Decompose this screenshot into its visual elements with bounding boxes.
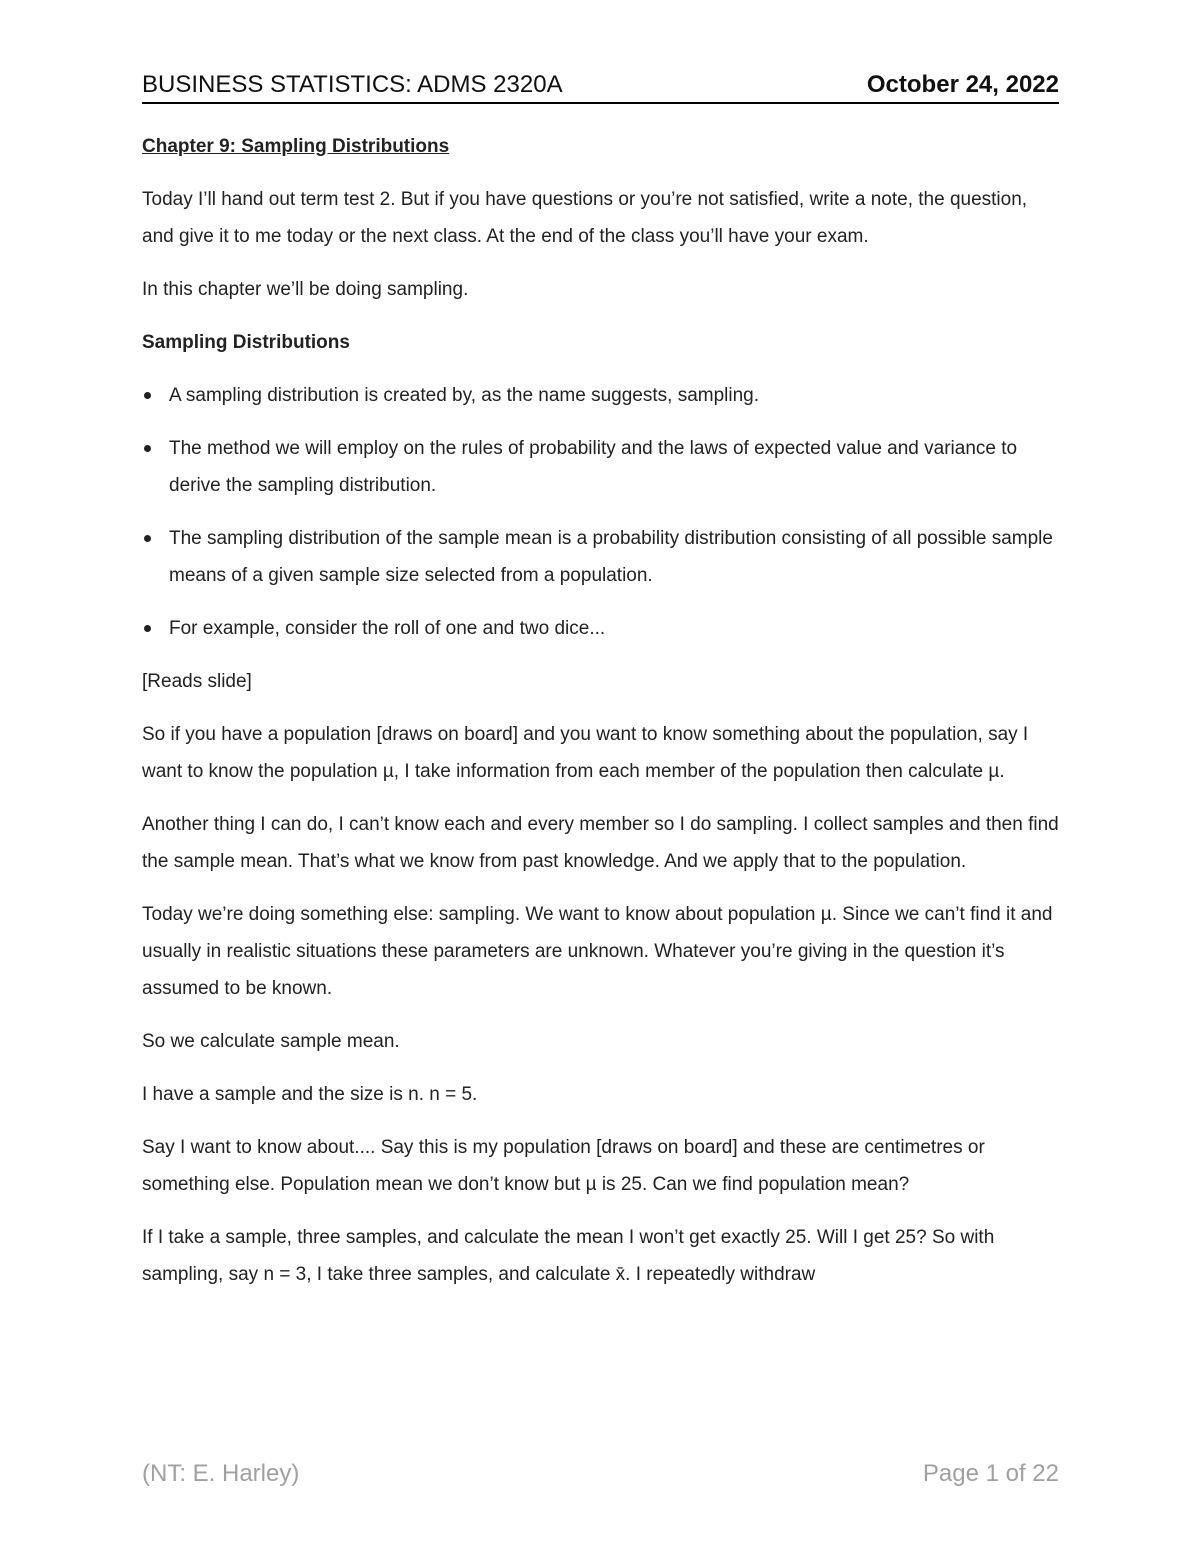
bullet-icon bbox=[144, 535, 151, 542]
bullet-icon bbox=[144, 392, 151, 399]
chapter-title: Chapter 9: Sampling Distributions bbox=[142, 136, 450, 157]
section-title: Sampling Distributions bbox=[142, 332, 350, 353]
body-paragraph: Say I want to know about.... Say this is my population [draws on board] and these are centimetres or something else. Population mean we don’t know but µ is 25. Can we find population mean? bbox=[142, 1137, 985, 1195]
intro-paragraph: In this chapter we’ll be doing sampling. bbox=[142, 279, 469, 300]
bullet-text: For example, consider the roll of one and two dice... bbox=[169, 618, 606, 639]
bullet-item bbox=[142, 520, 1059, 594]
body-paragraph: So we calculate sample mean. bbox=[142, 1031, 400, 1052]
page-header bbox=[142, 68, 1059, 104]
document-page bbox=[142, 0, 1059, 1553]
page-number: Page 1 of 22 bbox=[922, 1460, 1059, 1487]
bullet-text: A sampling distribution is created by, as the name suggests, sampling. bbox=[169, 385, 760, 406]
bullet-item bbox=[142, 610, 1059, 647]
lecture-date: October 24, 2022 bbox=[866, 71, 1059, 98]
note-taker-label: (NT: E. Harley) bbox=[142, 1460, 300, 1487]
bullet-text: The sampling distribution of the sample mean is a probability distribution consisting of all possible sample means of a given sample size selected from a population. bbox=[169, 528, 1053, 586]
page-content bbox=[142, 128, 1059, 1309]
body-paragraph: Today we’re doing something else: sampling. We want to know about population µ. Since we can’t find it and usually in realistic situations these parameters are unknown. Whatever you’re giving in the question it’s assumed to be known. bbox=[142, 904, 1053, 999]
course-title: BUSINESS STATISTICS: ADMS 2320A bbox=[142, 71, 563, 98]
body-paragraph: Another thing I can do, I can’t know each and every member so I do sampling. I collect samples and then find the sample mean. That’s what we know from past knowledge. And we apply that to the population. bbox=[142, 814, 1059, 872]
page-footer bbox=[142, 1460, 1059, 1488]
bullet-text: The method we will employ on the rules of probability and the laws of expected value and variance to derive the sampling distribution. bbox=[169, 438, 1018, 496]
intro-paragraph: Today I’ll hand out term test 2. But if you have questions or you’re not satisfied, write a note, the question, and give it to me today or the next class. At the end of the class you’ll have your exam. bbox=[142, 189, 1028, 247]
body-paragraph: [Reads slide] bbox=[142, 671, 252, 692]
bullet-item bbox=[142, 377, 1059, 414]
bullet-icon bbox=[144, 445, 151, 452]
body-paragraph: I have a sample and the size is n. n = 5. bbox=[142, 1084, 478, 1105]
bullet-list bbox=[142, 377, 1059, 647]
bullet-icon bbox=[144, 625, 151, 632]
body-paragraph: If I take a sample, three samples, and calculate the mean I won’t get exactly 25. Will I get 25? So with sampling, say n = 3, I take three samples, and calculate x̄. I repeatedly withdraw bbox=[142, 1227, 995, 1285]
body-paragraph: So if you have a population [draws on board] and you want to know something about the population, say I want to know the population µ, I take information from each member of the population then calculate µ. bbox=[142, 724, 1029, 782]
bullet-item bbox=[142, 430, 1059, 504]
